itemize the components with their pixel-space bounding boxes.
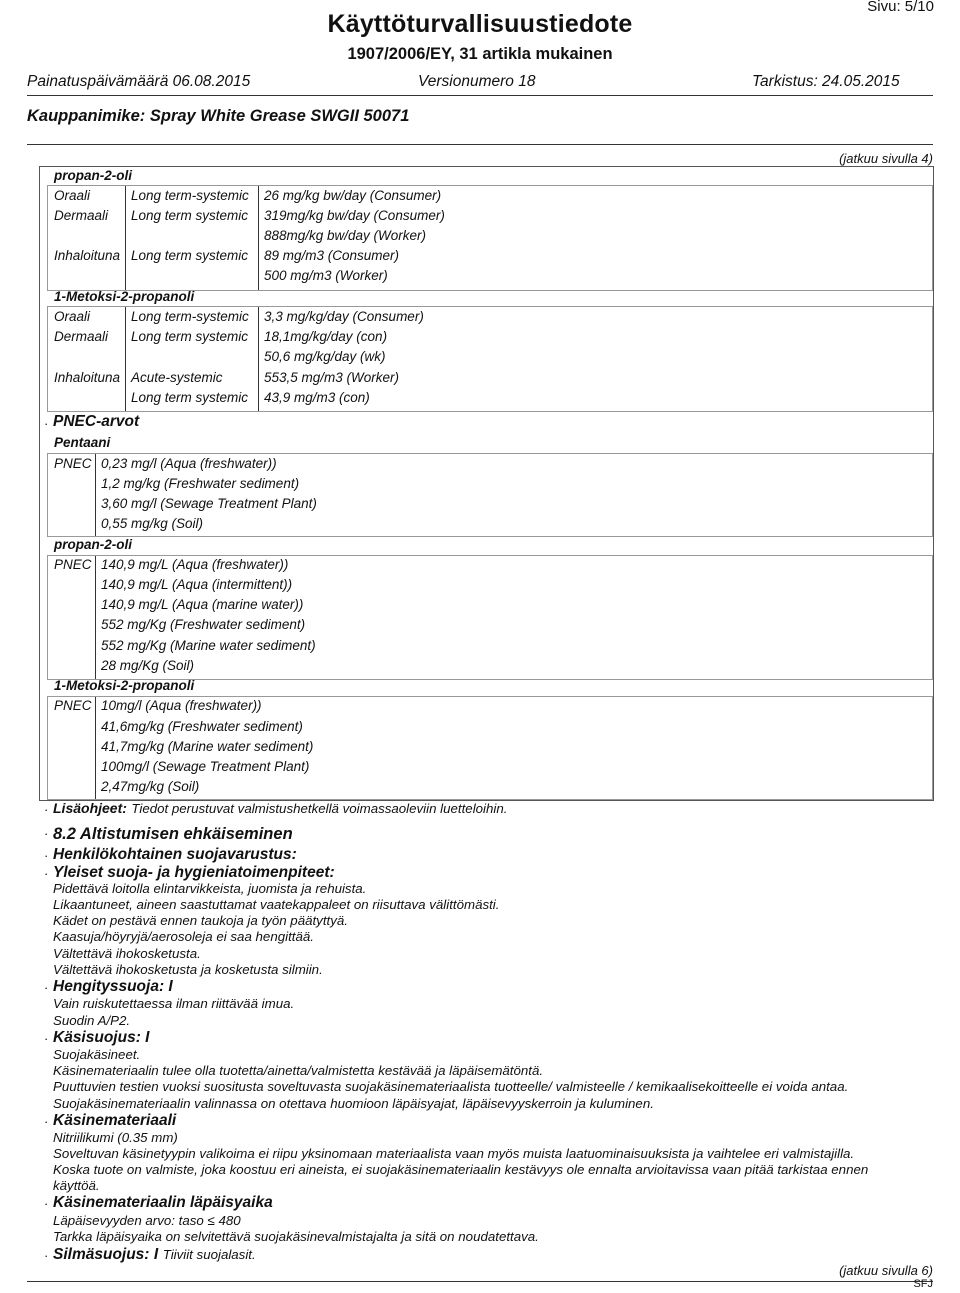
value-cell: 43,9 mg/m3 (con) — [264, 390, 370, 405]
pnec-value: 552 mg/Kg (Freshwater sediment) — [101, 617, 306, 632]
pnec-value: 41,6mg/kg (Freshwater sediment) — [101, 719, 303, 734]
text-line: Pidettävä loitolla elintarvikkeista, juomista ja rehuista. — [53, 881, 367, 896]
value-cell: 89 mg/m3 (Consumer) — [264, 248, 400, 263]
value-cell: 18,1mg/kg/day (con) — [264, 329, 388, 344]
permeation-heading: Käsinemateriaalin läpäisyaika — [53, 1194, 273, 1211]
text-line: Kaasuja/höyryjä/aerosoleja ei saa hengittää. — [53, 929, 314, 944]
text-line: Käsinemateriaalin tulee olla tuotetta/ainetta/valmistetta kestävää ja läpäisemätöntä. — [53, 1063, 544, 1078]
route-cell: Inhaloituna — [54, 248, 121, 263]
pnec-value: 41,7mg/kg (Marine water sediment) — [101, 739, 314, 754]
text-line: Suojakäsineet. — [53, 1047, 141, 1062]
pnec-value: 10mg/l (Aqua (freshwater)) — [101, 698, 262, 713]
pnec-value: 1,2 mg/kg (Freshwater sediment) — [101, 476, 300, 491]
section-8-2-title: 8.2 Altistumisen ehkäiseminen — [53, 825, 293, 843]
value-cell: 553,5 mg/m3 (Worker) — [264, 370, 400, 385]
pnec-value: 100mg/l (Sewage Treatment Plant) — [101, 759, 310, 774]
text-line: Likaantuneet, aineen saastuttamat vaatekappaleet on riisuttava välittömästi. — [53, 897, 500, 912]
substance-name: 1-Metoksi-2-propanoli — [54, 678, 195, 693]
permeation-value: Läpäisevyyden arvo: taso ≤ 480 — [53, 1213, 241, 1228]
pnec-value: 28 mg/Kg (Soil) — [101, 658, 195, 673]
exposure-cell: Long term systemic — [131, 248, 249, 263]
substance-name: propan-2-oli — [54, 168, 132, 183]
pnec-label: PNEC — [54, 698, 92, 713]
pnec-value: 3,60 mg/l (Sewage Treatment Plant) — [101, 496, 317, 511]
text-line: käyttöä. — [53, 1178, 100, 1193]
route-cell: Dermaali — [54, 329, 109, 344]
text-line: Vältettävä ihokosketusta. — [53, 946, 201, 961]
text-line: Kädet on pestävä ennen taukoja ja työn päätyttyä. — [53, 913, 348, 928]
exposure-cell: Acute-systemic — [131, 370, 223, 385]
exposure-cell: Long term systemic — [131, 329, 249, 344]
text-line: Vältettävä ihokosketusta ja kosketusta silmiin. — [53, 962, 323, 977]
hand-protection-heading: Käsisuojus: I — [53, 1029, 150, 1046]
trade-name: Kauppanimike: Spray White Grease SWGII 50071 — [27, 107, 410, 125]
continued-next: (jatkuu sivulla 6) — [839, 1263, 933, 1278]
text-line: Tarkka läpäisyaika on selvitettävä suojakäsinevalmistajalta ja sitä on noudatettava. — [53, 1229, 539, 1244]
text-line: Nitriilikumi (0.35 mm) — [53, 1130, 178, 1145]
respiratory-heading: Hengityssuoja: I — [53, 978, 173, 995]
text-line: Koska tuote on valmiste, joka koostuu eri aineista, ei suojakäsinemateriaalin kestävyys ole ennalta arvioitavissa vaan pitää tarkistaa ennen — [53, 1162, 869, 1177]
text-line: Suojakäsinemateriaalin valinnassa on otettava huomioon läpäisyajat, läpäisevyyskerroin ja kuluminen. — [53, 1096, 654, 1111]
value-cell: 26 mg/kg bw/day (Consumer) — [264, 188, 442, 203]
substance-name: Pentaani — [54, 435, 111, 450]
pnec-label: PNEC — [54, 456, 92, 471]
additional-info — [53, 800, 507, 818]
route-cell: Inhaloituna — [54, 370, 121, 385]
route-cell: Dermaali — [54, 208, 109, 223]
text-line: Puuttuvien testien vuoksi suositusta soveltuvasta suojakäsinemateriaalista tuotteelle/ valmisteelle / kemikaalisekoitteelle ei voida antaa. — [53, 1079, 849, 1094]
text-line: Vain ruiskutettaessa ilman riittävää imua. — [53, 996, 295, 1011]
print-date: Painatuspäivämäärä 06.08.2015 — [27, 73, 251, 90]
continued-from: (jatkuu sivulla 4) — [839, 151, 933, 166]
additional-text: Tiedot perustuvat valmistushetkellä voimassaoleviin luetteloihin. — [131, 801, 508, 816]
text-line: Soveltuvan käsinetyypin valikoima ei riipu yksinomaan materiaalista vaan myös muista laatuominaisuuksista ja vaihtelee eri valmistajilla. — [53, 1146, 855, 1161]
value-cell: 319mg/kg bw/day (Consumer) — [264, 208, 445, 223]
header-divider — [27, 95, 933, 96]
value-cell: 3,3 mg/kg/day (Consumer) — [264, 309, 424, 324]
pnec-value: 140,9 mg/L (Aqua (marine water)) — [101, 597, 304, 612]
page-number: Sivu: 5/10 — [867, 0, 934, 15]
ghs-pictogram-icon: I — [145, 1029, 150, 1046]
exposure-cell: Long term systemic — [131, 208, 249, 223]
value-cell: 888mg/kg bw/day (Worker) — [264, 228, 427, 243]
general-hygiene-heading: Yleiset suoja- ja hygieniatoimenpiteet: — [53, 864, 335, 881]
revision-date: Tarkistus: 24.05.2015 — [752, 73, 900, 90]
pnec-value: 552 mg/Kg (Marine water sediment) — [101, 638, 316, 653]
value-cell: 50,6 mg/kg/day (wk) — [264, 349, 386, 364]
text-line: Suodin A/P2. — [53, 1013, 131, 1028]
substance-name: propan-2-oli — [54, 537, 132, 552]
eye-protection: Silmäsuojus: I Tiiviit suojalasit. — [53, 1246, 256, 1263]
exposure-cell: Long term-systemic — [131, 188, 249, 203]
pnec-value: 0,55 mg/kg (Soil) — [101, 516, 204, 531]
value-cell: 500 mg/m3 (Worker) — [264, 268, 388, 283]
substance-name: 1-Metoksi-2-propanoli — [54, 289, 195, 304]
personal-protection-heading: Henkilökohtainen suojavarustus: — [53, 846, 297, 863]
pnec-value: 2,47mg/kg (Soil) — [101, 779, 200, 794]
ghs-pictogram-icon: I — [168, 978, 173, 995]
version-number: Versionumero 18 — [418, 73, 536, 90]
route-cell: Oraali — [54, 188, 91, 203]
footer-divider — [27, 1281, 933, 1282]
pnec-value: 140,9 mg/L (Aqua (intermittent)) — [101, 577, 293, 592]
pnec-heading: PNEC-arvot — [53, 413, 140, 430]
ghs-pictogram-icon: I — [153, 1246, 159, 1263]
route-cell: Oraali — [54, 309, 91, 324]
pnec-value: 0,23 mg/l (Aqua (freshwater)) — [101, 456, 277, 471]
document-code: SFJ — [913, 1278, 933, 1290]
trade-divider — [27, 144, 933, 145]
document-title: Käyttöturvallisuustiedote — [327, 10, 633, 38]
exposure-cell: Long term systemic — [131, 390, 249, 405]
document-subtitle: 1907/2006/EY, 31 artikla mukainen — [347, 45, 613, 63]
exposure-cell: Long term-systemic — [131, 309, 249, 324]
pnec-value: 140,9 mg/L (Aqua (freshwater)) — [101, 557, 289, 572]
pnec-label: PNEC — [54, 557, 92, 572]
glove-material-heading: Käsinemateriaali — [53, 1112, 177, 1129]
additional-label: Lisäohjeet: — [53, 800, 127, 816]
